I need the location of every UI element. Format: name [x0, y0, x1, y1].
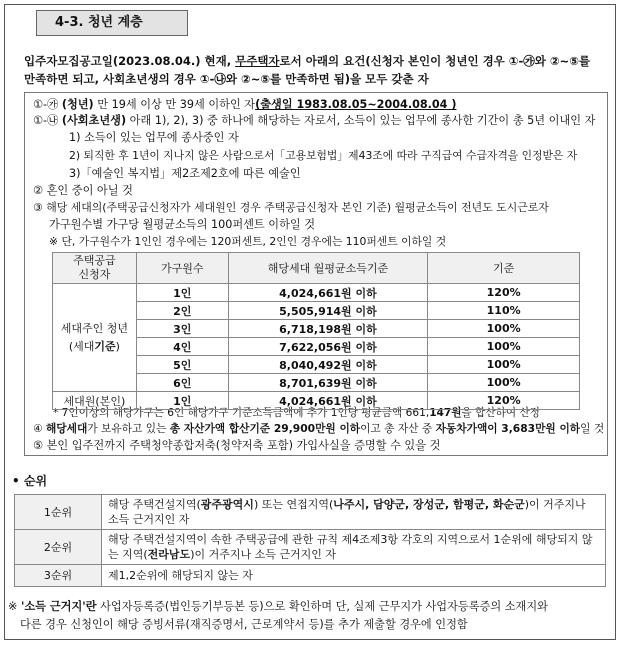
intro-text-2: 로서 아래의 요건(신청자 본인이 청년인 경우 ①-㉮와 ②~⑤를 [279, 54, 591, 68]
income-cell: 8,040,492원 이하 [228, 356, 428, 374]
criterion-3-note: ※ 단, 가구원수가 1인인 경우에는 120퍼센트, 2인인 경우에는 110퍼센트 이하일 것 [49, 235, 447, 248]
rank-text: 해당 주택건설지역( [108, 498, 201, 511]
section-title: 4-3. 청년 계층 [36, 10, 188, 36]
ratio-cell: 120% [428, 284, 580, 302]
income-cell: 4,024,661원 이하 [228, 392, 428, 410]
members-cell: 1인 [136, 284, 228, 302]
rank-region: 광주광역시 [200, 498, 254, 511]
rank-text: )이 거주지나 소득 근거지인 자 [108, 498, 586, 526]
rank-section-title: • 순위 [12, 474, 48, 488]
members-cell: 5인 [136, 356, 228, 374]
ratio-cell: 100% [428, 374, 580, 392]
criterion-3-line-2: 가구원수별 가구당 월평균소득의 100퍼센트 이하일 것 [49, 218, 316, 231]
criterion-1b-item-3: 3)「예술인 복지법」제2조제2호에 따른 예술인 [69, 167, 301, 180]
criterion-4 [33, 421, 604, 437]
criterion-label: (사회초년생) [61, 114, 127, 127]
income-cell: 6,718,198원 이하 [228, 320, 428, 338]
intro-paragraph [24, 52, 608, 88]
ratio-cell: 100% [428, 320, 580, 338]
table-row [15, 565, 606, 587]
criterion-2: ② 혼인 중이 아닐 것 [33, 184, 133, 197]
criterion-1b-item-2: 2) 퇴직한 후 1년이 지나지 않은 사람으로서「고용보험법」제43조에 따라 구직급여 수급자격을 인정받은 자 [69, 149, 578, 162]
members-cell: 2인 [136, 302, 228, 320]
footnote-amount: 147원 [429, 407, 462, 419]
note-line-2: 다른 경우 신청인이 해당 증빙서류(재직증명서, 근로계약서 등)를 추가 제출할 경우에 인정함 [20, 618, 468, 631]
members-cell: 3인 [136, 320, 228, 338]
criterion-1b-item-1: 1) 소득이 있는 업무에 종사중인 자 [69, 131, 239, 144]
table-row [53, 284, 580, 302]
c4-asset-limit: 총 자산가액 합산기준 29,900만원 이하 [169, 422, 361, 435]
income-cell: 4,024,661원 이하 [228, 284, 428, 302]
members-cell: 6인 [136, 374, 228, 392]
rank-description [102, 530, 606, 565]
ratio-cell: 100% [428, 338, 580, 356]
ratio-cell: 110% [428, 302, 580, 320]
ratio-cell: 120% [428, 392, 580, 410]
criterion-5: ⑤ 본인 입주전까지 주택청약종합저축(청약저축 포함) 가입사실을 증명할 수 있을 것 [33, 439, 441, 452]
income-cell: 8,701,639원 이하 [228, 374, 428, 392]
table-row [53, 392, 580, 410]
group-member: 세대원(본인) [53, 392, 137, 410]
intro-underlined: 무주택자 [235, 54, 280, 68]
income-source-note [8, 598, 608, 634]
header-members: 가구원수 [136, 253, 228, 284]
rank-table [14, 494, 606, 587]
c4-car-limit: 자동차가액이 3,683만원 이하 [435, 422, 581, 435]
table-row [15, 495, 606, 530]
rank-label: 3순위 [15, 565, 102, 587]
c4-text-2: 이고 총 자산 중 [360, 422, 436, 435]
header-income: 해당세대 월평균소득기준 [228, 253, 428, 284]
income-table [52, 252, 580, 410]
income-cell: 7,622,056원 이하 [228, 338, 428, 356]
header-ratio: 기준 [428, 253, 580, 284]
members-cell: 1인 [136, 392, 228, 410]
footnote-text-end: 을 합산하여 산정 [461, 407, 540, 419]
rank-label: 1순위 [15, 495, 102, 530]
income-cell: 5,505,914원 이하 [228, 302, 428, 320]
criterion-birthdate: (출생일 1983.08.05~2004.08.04 ) [255, 98, 457, 111]
note-term: '소득 근거지'란 [20, 600, 97, 613]
group-householder [53, 284, 137, 392]
ratio-cell: 100% [428, 356, 580, 374]
footnote-text: * 7인이상의 해당가구는 6인 해당가구 기준소득금액에 추가 1인당 평균금액 661, [53, 407, 430, 419]
rank-description [102, 495, 606, 530]
c4-num: ④ [33, 422, 46, 435]
members-cell: 4인 [136, 338, 228, 356]
rank-region: 전라남도 [147, 548, 191, 561]
c4-text-1: 가 보유하고 있는 [87, 422, 170, 435]
rank-label: 2순위 [15, 530, 102, 565]
rank-region: 나주시, 담양군, 장성군, 함평군, 화순군 [333, 498, 525, 511]
note-mark: ※ [8, 600, 21, 613]
header-applicant: 주택공급 신청자 [53, 253, 137, 284]
rank-text: ) 또는 연접지역( [253, 498, 334, 511]
intro-text-1: 입주자모집공고일(2023.08.04.) 현재, [24, 54, 236, 68]
c4-household: 해당세대 [45, 422, 88, 435]
criterion-1a [33, 97, 456, 113]
group-householder-sub: (세대기준) [68, 339, 120, 353]
criterion-text: 만 19세 이상 만 39세 이하인 자 [93, 98, 256, 111]
intro-text-3: 만족하면 되고, 사회초년생의 경우 ①-㉯와 ②~⑤를 만족하면 됨)을 모두 갖춘 자 [24, 72, 429, 86]
rank-text: 해당 주택건설지역이 속한 주택공급에 관한 규칙 제4조제3항 각호의 지역으로서 1순위에 해당되지 않는 지역( [108, 533, 593, 561]
criterion-number: ①-㉯ [33, 114, 59, 127]
criterion-text: 아래 1), 2), 3) 중 하나에 해당하는 자로서, 소득이 있는 업무에 종사한 기간이 총 5년 이내인 자 [126, 114, 596, 127]
criterion-1b [33, 113, 595, 129]
criterion-number: ①-㉮ [33, 98, 59, 111]
group-householder-label: 세대주인 청년 [60, 321, 129, 335]
rank-text: )이 거주지나 소득 근거지인 자 [190, 548, 336, 561]
criterion-3-line-1: ③ 해당 세대의(주택공급신청자가 세대원인 경우 주택공급신청자 본인 기준) 월평균소득이 전년도 도시근로자 [33, 201, 549, 214]
rank-description: 제1,2순위에 해당되지 않는 자 [102, 565, 606, 587]
income-table-header [53, 253, 580, 284]
c4-text-3: 일 것 [580, 422, 605, 435]
criterion-label: (청년) [61, 98, 94, 111]
table-row [15, 530, 606, 565]
note-line-1: 사업자등록증(법인등기부등본 등)으로 확인하며 단, 실제 근무지가 사업자등록증의 소재지와 [96, 600, 548, 613]
